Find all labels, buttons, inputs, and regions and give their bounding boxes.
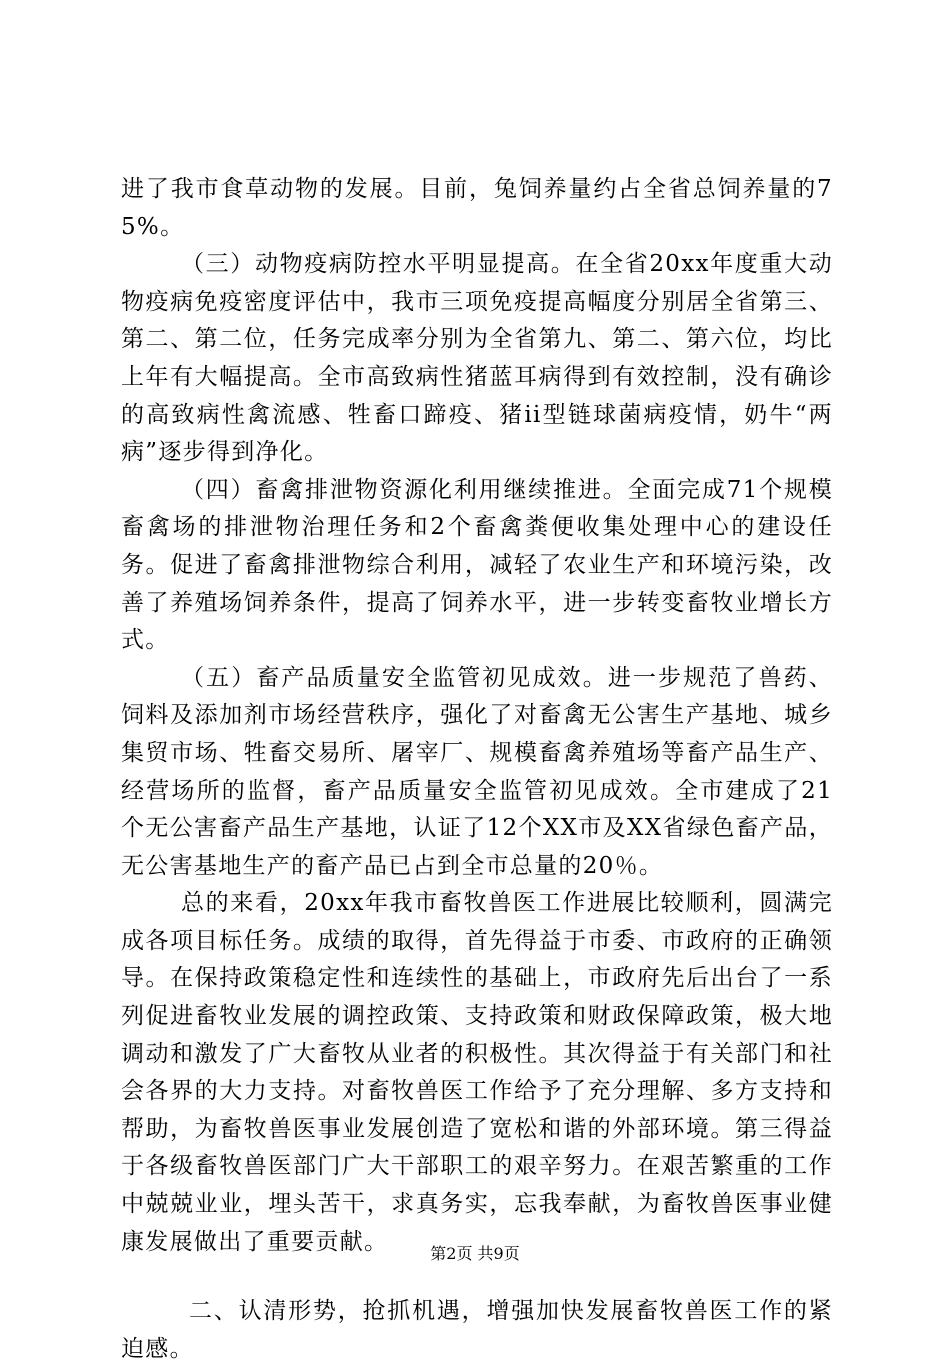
paragraph-product-quality: （五）畜产品质量安全监管初见成效。进一步规范了兽药、饲料及添加剂市场经营秩序，强化了对畜禽无公害生产基地、城乡集贸市场、牲畜交易所、屠宰厂、规模畜禽养殖场等畜产品生产、经营场所的监督，畜产品质量安全监管初见成效。全市建成了21个无公害畜产品生产基地，认证了12个XX市及XX省绿色畜产品，无公害基地生产的畜产品已占到全市总量的20％。: [121, 664, 833, 879]
page-number-footer: 第2页 共9页: [430, 1244, 520, 1263]
document-body: [121, 171, 833, 1368]
paragraph-summary: 总的来看，20xx年我市畜牧兽医工作进展比较顺利，圆满完成各项目标任务。成绩的取得，首先得益于市委、市政府的正确领导。在保持政策稳定性和连续性的基础上，市政府先后出台了一系列促进畜牧业发展的调控政策、支持政策和财政保障政策，极大地调动和激发了广大畜牧从业者的积极性。其次得益于有关部门和社会各界的大力支持。对畜牧兽医工作给予了充分理解、多方支持和帮助，为畜牧兽医事业发展创造了宽松和谐的外部环境。第三得益于各级畜牧兽医部门广大干部职工的艰辛努力。在艰苦繁重的工作中兢兢业业，埋头苦干，求真务实，忘我奉献，为畜牧兽医事业健康发展做出了重要贡献。: [121, 890, 833, 1255]
paragraph-continuation: 进了我市食草动物的发展。目前，兔饲养量约占全省总饲养量的75%。: [121, 176, 833, 240]
paragraph-disease-control: （三）动物疫病防控水平明显提高。在全省20xx年度重大动物疫病免疫密度评估中，我市三项免疫提高幅度分别居全省第三、第二、第二位，任务完成率分别为全省第九、第二、第六位，均比上年有大幅提高。全市高致病性猪蓝耳病得到有效控制，没有确诊的高致病性禽流感、牲畜口蹄疫、猪ii型链球菌病疫情，奶牛“两病”逐步得到净化。: [121, 251, 833, 466]
paragraph-manure-utilization: （四）畜禽排泄物资源化利用继续推进。全面完成71个规模畜禽场的排泄物治理任务和2个畜禽粪便收集处理中心的建设任务。促进了畜禽排泄物综合利用，减轻了农业生产和环境污染，改善了养殖场饲养条件，提高了饲养水平，进一步转变畜牧业增长方式。: [121, 476, 833, 654]
section-heading: 二、认清形势，抢抓机遇，增强加快发展畜牧兽医工作的紧迫感。: [121, 1298, 833, 1362]
